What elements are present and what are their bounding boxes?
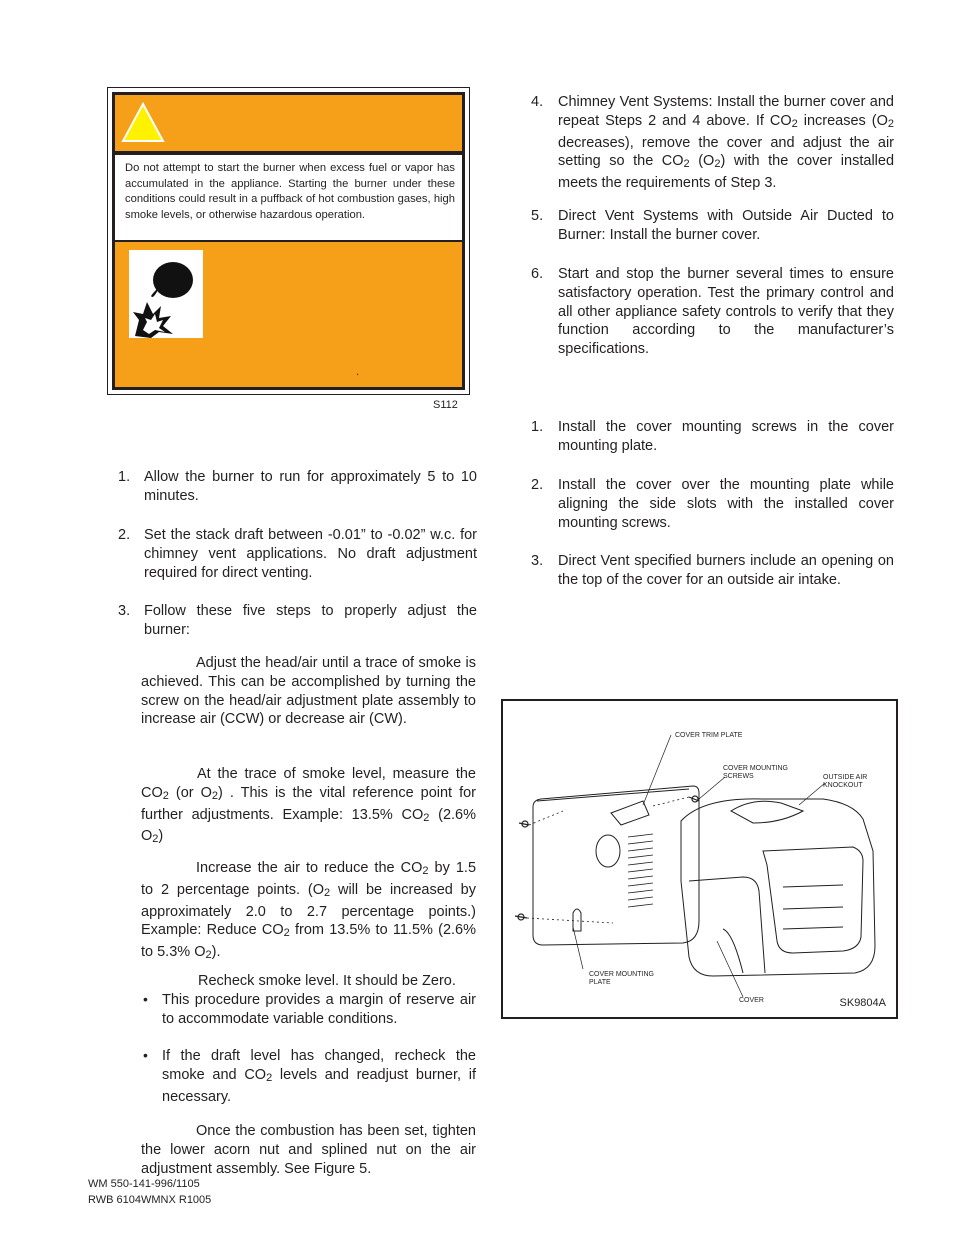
step-number: 1. [118,469,131,485]
label-cover-trim-plate: COVER TRIM PLATE [675,732,743,739]
step-number: 2. [531,477,544,493]
step-text: Follow these five steps to properly adjust the burner: [144,603,477,638]
step-text: Set the stack draft between -0.01” to -0.02” w.c. for chimney vent applications. No draft adjustment required for direct venting. [144,527,477,581]
substep-c: Increase the air to reduce the $CO_2$ by 1.5 to 2 percentage points. ($O_2$ will be increased by approximately 2.0 to 2.7 percentage points.) Example: Reduce $CO_2$ from 13.5% to 11.5% (2.6% to 5.3% $O_2$). [141,860,477,962]
bullet-text: If the draft level has changed, recheck the smoke and $CO_2$ levels and readjust burner, if necessary. [162,1048,477,1105]
warning-header [115,95,462,151]
warning-text: Do not attempt to start the burner when excess fuel or vapor has accumulated in the appliance. Starting the burner under these conditions could result in a puffback of hot combustion gases, high smoke levels, or otherwise hazardous operation. [125,162,455,221]
footer-line-2: RWB 6104WMNX R1005 [88,1193,212,1206]
label-cover: COVER [739,997,764,1004]
warning-dot: . [356,366,360,378]
warning-code: S112 [433,399,458,411]
substep-e: Once the combustion has been set, tighten the lower acorn nut and splined nut on the air adjustment assembly. See Figure 5. [141,1123,476,1177]
figure-id: SK9804A [839,997,886,1009]
label-cover-mounting-screws: COVER MOUNTING SCREWS [723,765,788,780]
figure-box [501,699,898,1019]
step-number: 3. [531,553,544,569]
warning-frame [112,92,465,390]
substep-a: Adjust the head/air until a trace of smoke is achieved. This can be accomplished by turning the screw on the head/air adjustment plate assembly to increase air (CCW) or decrease air (CW). [141,655,476,728]
step-text: Chimney Vent Systems: Install the burner cover and repeat Steps 2 and 4 above. If $CO_2$ increases ($O_2$ decreases), remove the cover and adjust the air setting so the $CO_2$ $(O_2)$ with the cover installed meets the requirements of Step 3. [558,94,895,192]
step-text: Install the cover over the mounting plate while aligning the side slots with the installed cover mounting screws. [558,477,894,531]
step-number: 6. [531,266,544,282]
label-cover-mounting-plate: COVER MOUNTING PLATE [589,971,654,986]
step-text: Allow the burner to run for approximately 5 to 10 minutes. [144,469,477,504]
footer [88,1177,211,1208]
warning-body [115,155,462,240]
bullet-text: This procedure provides a margin of reserve air to accommodate variable conditions. [162,992,476,1027]
step-text: Install the cover mounting screws in the cover mounting plate. [558,419,894,454]
step-text: Direct Vent specified burners include an opening on the top of the cover for an outside air intake. [558,553,894,588]
step-number: 5. [531,208,544,224]
footer-line-1: WM 550-141-996/1105 [88,1178,200,1190]
step-text: Direct Vent Systems with Outside Air Ducted to Burner: Install the burner cover. [558,208,894,243]
burner-cover-diagram [503,701,896,1017]
explosion-icon [129,250,203,338]
warning-triangle-icon [121,101,165,143]
step-text: Start and stop the burner several times to ensure satisfactory operation. Test the primary control and all other appliance safety controls to verify that they function according to the manufacturer’s specifications. [558,266,894,358]
label-outside-air-knockout: OUTSIDE AIR KNOCKOUT [823,774,868,789]
warning-lower-panel [115,242,462,387]
step-number: 2. [118,527,131,543]
substep-d: Recheck smoke level. It should be Zero. [198,973,456,989]
step-number: 3. [118,603,131,619]
warning-box [107,87,470,395]
step-number: 4. [531,94,544,110]
step-number: 1. [531,419,544,435]
bullet-icon: • [143,991,148,1007]
substep-b: At the trace of smoke level, measure the $CO_2$ (or $O_2$) . This is the vital reference point for further adjustments. Example: 13.5% $CO_2$ (2.6% $O_2$) [141,766,476,846]
bullet-icon: • [143,1047,148,1063]
